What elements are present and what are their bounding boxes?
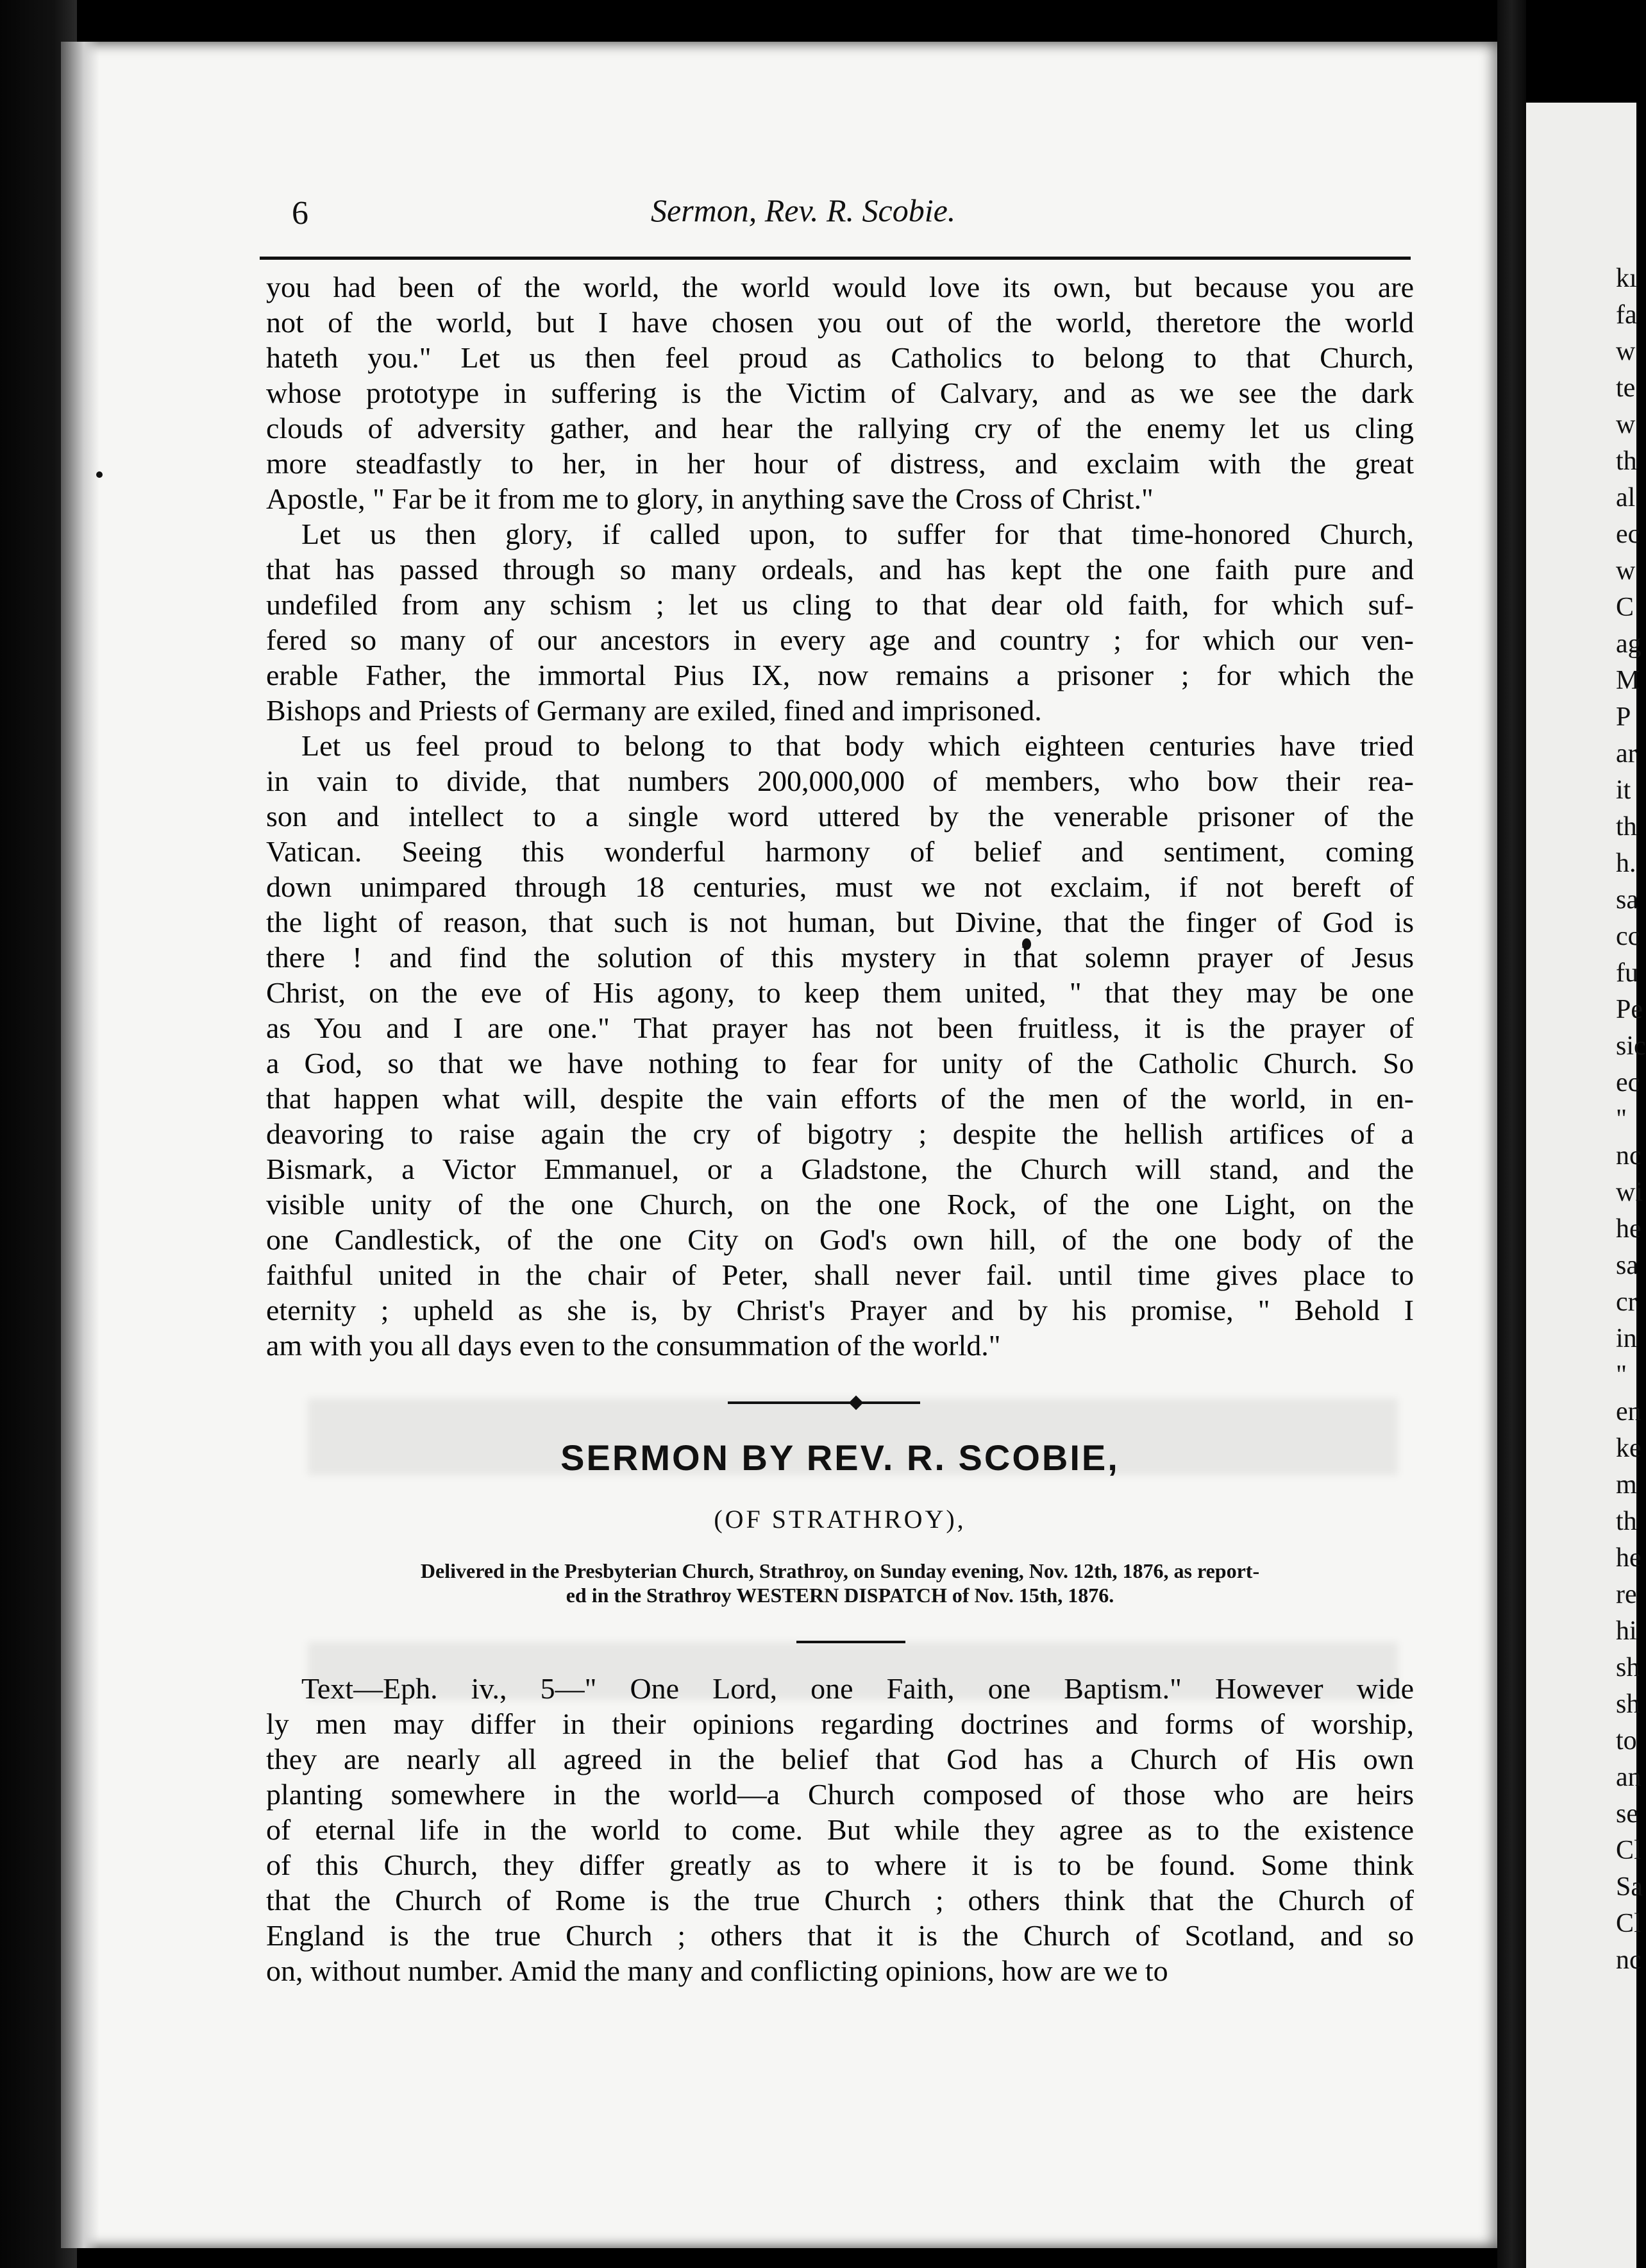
text-line: they are nearly all agreed in the belief that God has a Church of His own (266, 1743, 1414, 1775)
section-rule (796, 1641, 905, 1643)
text-line: erable Father, the immortal Pius IX, now remains a prisoner ; for which the (266, 659, 1414, 691)
text-line: planting somewhere in the world—a Church composed of those who are heirs (266, 1778, 1414, 1811)
next-page-text-fragment: m (1616, 1470, 1637, 1500)
next-page-text-fragment: nc (1616, 1945, 1642, 1975)
paragraph (266, 269, 1414, 516)
text-line: down unimpared through 18 centuries, must we not exclaim, if not bereft of (266, 870, 1414, 903)
next-page-text-fragment: ag (1616, 629, 1642, 659)
running-head (292, 189, 1407, 241)
page-binding-shadow (61, 42, 99, 2248)
section-subtitle: (OF STRATHROY), (714, 1505, 966, 1534)
text-line: that the Church of Rome is the true Church ; others think that the Church of (266, 1884, 1414, 1917)
next-page-text-fragment: ar (1616, 739, 1637, 768)
next-page-text-fragment: it (1616, 775, 1631, 805)
next-page-text-fragment: to (1616, 1726, 1637, 1756)
next-page-text-fragment: al (1616, 483, 1636, 512)
text-line: more steadfastly to her, in her hour of distress, and exclaim with the great (266, 447, 1414, 480)
delivered-note (295, 1559, 1385, 1607)
paragraph (266, 1671, 1414, 1988)
next-page-text-fragment: " (1616, 1104, 1627, 1134)
next-page-text-fragment: ec (1616, 1068, 1640, 1097)
text-line: am with you all days even to the consummation of the world." (266, 1329, 1001, 1362)
delivered-line: Delivered in the Presbyterian Church, Strathroy, on Sunday evening, Nov. 12th, 1876, as report- (420, 1559, 1260, 1582)
next-page-text-fragment: w (1616, 410, 1636, 439)
body-text-top (266, 269, 1414, 1363)
next-page-text-fragment: kı (1616, 264, 1637, 293)
next-page-text-fragment: sic (1616, 1031, 1646, 1061)
next-page-text-fragment: P (1616, 702, 1631, 732)
text-line: not of the world, but I have chosen you out of the world, theretore the world (266, 306, 1414, 339)
next-page-text-fragment: C (1616, 593, 1634, 622)
next-page-text-fragment: M (1616, 666, 1640, 695)
text-line: ly men may differ in their opinions regarding doctrines and forms of worship, (266, 1707, 1414, 1740)
book-gutter (1497, 0, 1526, 2268)
text-line: whose prototype in suffering is the Victim of Calvary, and as we see the dark (266, 377, 1414, 409)
next-page-text-fragment: Pe (1616, 995, 1643, 1024)
text-line: eternity ; upheld as she is, by Christ's Prayer and by his promise, " Behold I (266, 1294, 1414, 1326)
next-page-text-fragment: nc (1616, 1141, 1642, 1171)
next-page-text-fragment: sa (1616, 885, 1638, 915)
text-line: fered so many of our ancestors in every age and country ; for which our ven- (266, 623, 1414, 656)
text-line: Bishops and Priests of Germany are exiled, fined and imprisoned. (266, 694, 1042, 727)
next-page-text-fragment: he (1616, 1543, 1642, 1573)
next-page-text-fragment: fa (1616, 300, 1637, 330)
text-line: there ! and find the solution of this mystery in that solemn prayer of Jesus (266, 941, 1414, 974)
paragraph (266, 728, 1414, 1363)
next-page-text-fragment: " (1616, 1360, 1627, 1390)
section-title: SERMON BY REV. R. SCOBIE, (560, 1437, 1120, 1478)
text-line: visible unity of the one Church, on the one Rock, of the one Light, on the (266, 1188, 1414, 1221)
next-page-text-fragment: se (1616, 1799, 1638, 1829)
text-line: that has passed through so many ordeals, and has kept the one faith pure and (266, 553, 1414, 586)
text-line: hateth you." Let us then feel proud as Catholics to belong to that Church, (266, 341, 1414, 374)
body-text-bottom (266, 1671, 1414, 1988)
text-line: in vain to divide, that numbers 200,000,000 of members, who bow their rea- (266, 765, 1414, 797)
next-page-text-fragment: fu (1616, 958, 1638, 988)
text-line: a God, so that we have nothing to fear for unity of the Catholic Church. So (266, 1047, 1414, 1079)
page-number: 6 (292, 195, 308, 232)
next-page-text-fragment: Sa (1616, 1872, 1643, 1902)
next-page-text-fragment: sh (1616, 1653, 1640, 1682)
next-page-text-fragment: cc (1616, 922, 1640, 951)
next-page-text-fragment: re (1616, 1580, 1637, 1609)
text-line: Vatican. Seeing this wonderful harmony of belief and sentiment, coming (266, 835, 1414, 868)
next-page-text-fragment: wi (1616, 1178, 1643, 1207)
text-line: the light of reason, that such is not human, but Divine, that the finger of God is (266, 906, 1414, 938)
next-page-text-fragment: th (1616, 812, 1637, 842)
next-page-text-fragment: cr (1616, 1287, 1637, 1317)
text-line: of this Church, they differ greatly as to where it is to be found. Some think (266, 1849, 1414, 1881)
next-page-text-fragment: te (1616, 373, 1636, 403)
next-page-text-fragment: he (1616, 1214, 1642, 1244)
text-line: of eternal life in the world to come. But while they agree as to the existence (266, 1813, 1414, 1846)
next-page-text-fragment: Cl (1616, 1909, 1642, 1938)
text-line: Bismark, a Victor Emmanuel, or a Gladstone, the Church will stand, and the (266, 1153, 1414, 1185)
next-page-text-fragment: an (1616, 1763, 1642, 1792)
header-rule (260, 257, 1411, 260)
next-page-text-fragment: th (1616, 1507, 1637, 1536)
text-line: son and intellect to a single word uttered by the venerable prisoner of the (266, 800, 1414, 833)
next-page-text-fragment: sh (1616, 1689, 1640, 1719)
next-page-text-fragment: hi (1616, 1616, 1637, 1646)
text-line: Let us then glory, if called upon, to suffer for that time-honored Church, (301, 518, 1414, 550)
next-page-text-fragment: w (1616, 556, 1636, 586)
text-line: Let us feel proud to belong to that body which eighteen centuries have tried (301, 729, 1414, 762)
delivered-line: ed in the Strathroy WESTERN DISPATCH of Nov. 15th, 1876. (566, 1584, 1114, 1607)
ink-speck (96, 471, 103, 478)
next-page-text-fragment: en (1616, 1397, 1642, 1426)
text-line: England is the true Church ; others that it is the Church of Scotland, and so (266, 1919, 1414, 1952)
running-title: Sermon, Rev. R. Scobie. (651, 192, 956, 228)
text-line: Apostle, " Far be it from me to glory, in anything save the Cross of Christ." (266, 482, 1154, 515)
text-line: faithful united in the chair of Peter, shall never fail. until time gives place to (266, 1258, 1414, 1291)
next-page-text-fragment: sa (1616, 1251, 1638, 1280)
paragraph (266, 516, 1414, 728)
next-page-text-fragment: w (1616, 337, 1636, 366)
text-line: one Candlestick, of the one City on God's own hill, of the one body of the (266, 1223, 1414, 1256)
ornament-rule (728, 1401, 920, 1404)
next-page-text-fragment: Cl (1616, 1836, 1642, 1865)
next-page-text-fragment: ec (1616, 520, 1640, 549)
next-page-text-fragment: h. (1616, 849, 1636, 878)
next-page-text-fragment: in (1616, 1324, 1637, 1353)
adjacent-page-fragment (1526, 103, 1646, 2268)
text-line: Christ, on the eve of His agony, to keep them united, " that they may be one (266, 976, 1414, 1009)
next-page-text-fragment: ke (1616, 1434, 1642, 1463)
text-line: Text—Eph. iv., 5—" One Lord, one Faith, one Baptism." However wide (301, 1672, 1414, 1705)
text-line: deavoring to raise again the cry of bigotry ; despite the hellish artifices of a (266, 1117, 1414, 1150)
text-line: as You and I are one." That prayer has not been fruitless, it is the prayer of (266, 1011, 1414, 1044)
text-line: clouds of adversity gather, and hear the rallying cry of the enemy let us cling (266, 412, 1414, 444)
next-page-text-fragment: th (1616, 446, 1637, 476)
text-line: that happen what will, despite the vain efforts of the men of the world, in en- (266, 1082, 1414, 1115)
text-line: on, without number. Amid the many and conflicting opinions, how are we to (266, 1954, 1168, 1987)
text-line: you had been of the world, the world would love its own, but because you are (266, 271, 1414, 303)
text-line: undefiled from any schism ; let us cling to that dear old faith, for which suf- (266, 588, 1414, 621)
